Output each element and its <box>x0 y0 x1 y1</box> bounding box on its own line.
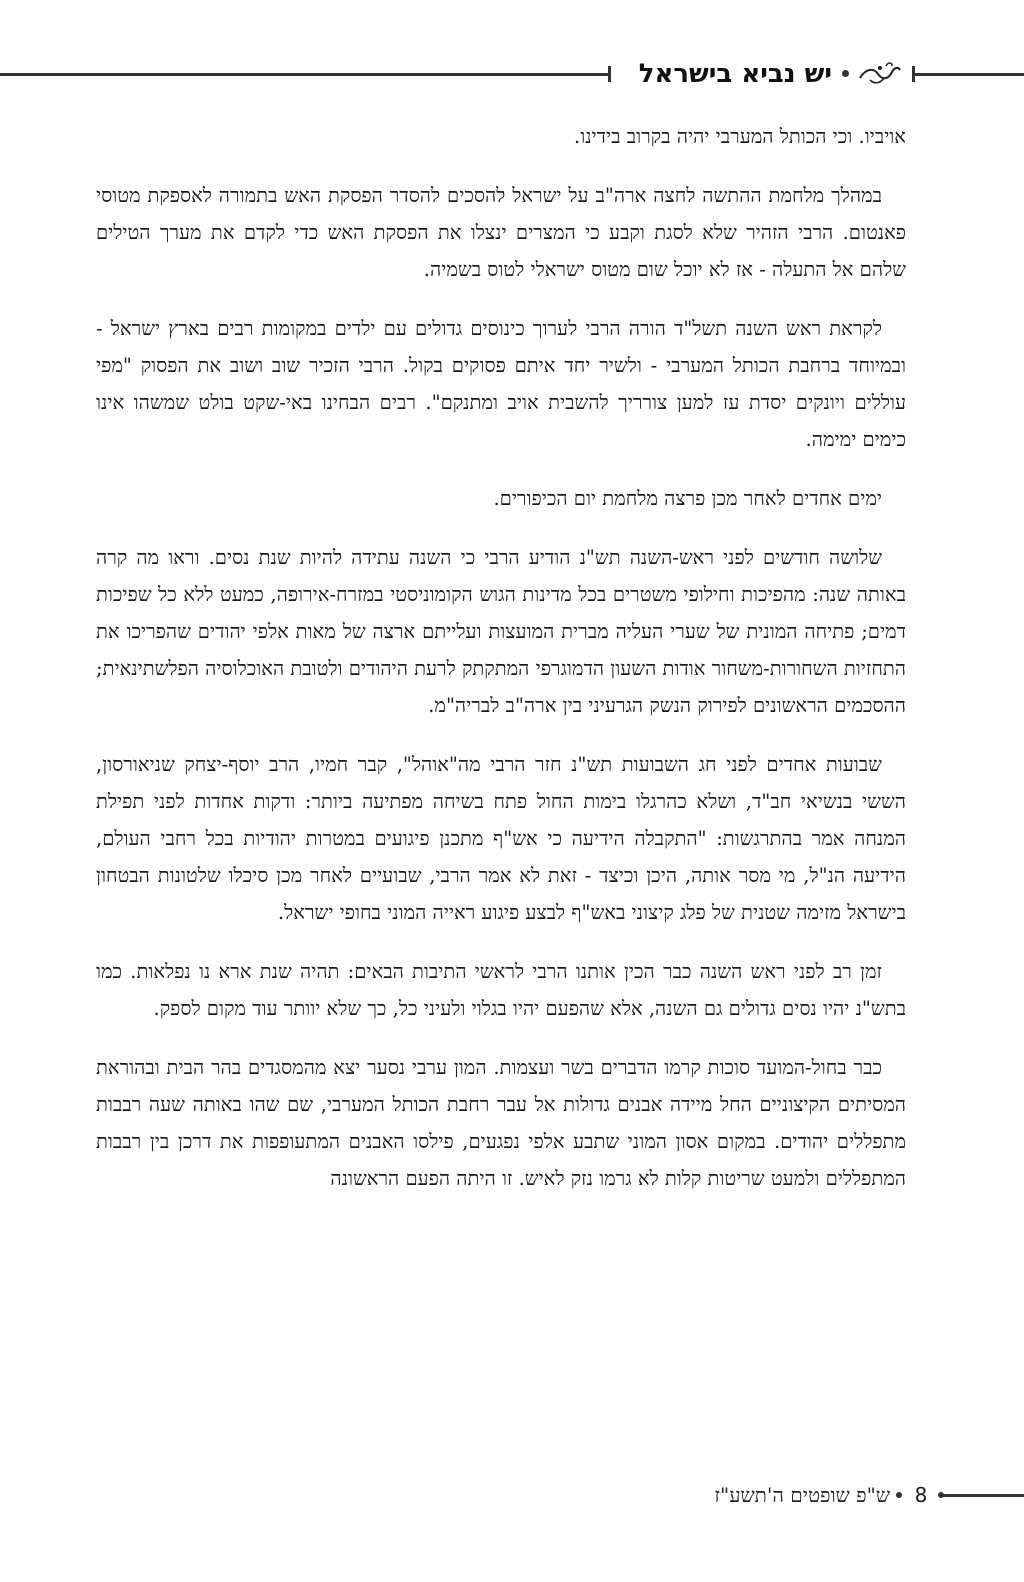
ornament-icon <box>856 60 904 88</box>
header-rule-left <box>0 73 610 76</box>
paragraph: כבר בחול-המועד סוכות קרמו הדברים בשר ועצמות. המון ערבי נסער יצא מהמסגדים בהר הבית ובהוראת המסיתים הקיצוניים החל מיידה אבנים גדולות אל עבר רחבת הכותל המערבי, שם שהו באותה שעה רבבות מתפללים יהודים. במקום אסון המוני שתבע אלפי נפגעים, פילסו האבנים המתעופפות את דרכן בין רבבות המתפללים ולמעט שריטות קלות לא גרמו נזק לאיש. זו היתה הפעם הראשונה <box>96 1056 906 1190</box>
paragraph: לקראת ראש השנה תשל"ד הורה הרבי לערוך כינוסים גדולים עם ילדים במקומות רבים בארץ ישראל - ובמיוחד ברחבת הכותל המערבי - ולשיר יחד איתם פסוקים בקול. הרבי הזכיר שוב ושוב את הפסוק "מפי עוללים ויונקים יסדת עז למען צורריך להשבית אויב ומתנקם". רבים הבחינו באי-שקט בולט שמשהו אינו כימים ימימה. <box>96 317 906 451</box>
footer-rule <box>942 1494 1024 1497</box>
paragraph: שבועות אחדים לפני חג השבועות תש"נ חזר הרבי מה"אוהל", קבר חמיו, הרב יוסף-יצחק שניאורסון, הששי בנשיאי חב"ד, ושלא כהרגלו בימות החול פתח בשיחה מפתיעה ביותר: ודקות אחדות לפני תפילת המנחה אמר בהתרגשות: "התקבלה הידיעה כי אש"ף מתכנן פיגועים במטרות יהודיות בכל רחבי העולם, הידיעה הנ"ל, מי מסר אותה, היכן וכיצד - זאת לא אמר הרבי, שבועיים לאחר מכן סיכלו שלטונות הבטחון בישראל מזימה שטנית של פלג קיצוני באש"ף לבצע פיגוע ראייה המוני בחופי ישראל. <box>96 753 906 924</box>
page-number: 8 <box>914 1483 928 1507</box>
paragraph: במהלך מלחמת ההתשה לחצה ארה"ב על ישראל להסכים להסדר הפסקת האש בתמורה לאספקת מטוסי פאנטום. הרבי הזהיר שלא לסגת וקבע כי המצרים ינצלו את הפסקת האש כדי לקדם את מערך הטילים שלהם אל התעלה - אז לא יוכל שום מטוס ישראלי לטוס בשמיה. <box>96 184 906 281</box>
header-bullet <box>842 70 849 77</box>
paragraph: שלושה חודשים לפני ראש-השנה תש"נ הודיע הרבי כי השנה עתידה להיות שנת נסים. וראו מה קרה באותה שנה: מהפיכות וחילופי משטרים בכל מדינות הגוש הקומוניסטי במזרח-אירופה, כמעט ללא כל שפיכות דמים; פתיחה המונית של שערי העליה מברית המועצות ועלייתם ארצה של מאות אלפי יהודים שהפריכו את התחזיות השחורות-משחור אודות השעון הדמוגרפי המתקתק לרעת היהודים ולטובת האוכלוסיה הפלשתינאית; ההסכמים הראשונים לפירוק הנשק הגרעיני בין ארה"ב לבריה"מ. <box>96 546 906 717</box>
article-body <box>96 118 906 1219</box>
running-title: יש נביא בישראל <box>638 59 832 89</box>
paragraph: אויביו. וכי הכותל המערבי יהיה בקרוב בידינו. <box>574 125 906 148</box>
header-rule-right <box>912 73 1024 76</box>
footer-bullet <box>896 1492 902 1498</box>
header-rule-tick-left <box>608 66 611 82</box>
page-footer <box>0 1470 1024 1520</box>
paragraph: ימים אחדים לאחר מכן פרצה מלחמת יום הכיפורים. <box>493 487 882 510</box>
footer-issue-title: ש"פ שופטים ה'תשע"ז <box>714 1483 890 1507</box>
running-header <box>0 52 1024 96</box>
paragraph: זמן רב לפני ראש השנה כבר הכין אותנו הרבי לראשי התיבות הבאים: תהיה שנת ארא נו נפלאות. כמו בתש"נ יהיו נסים גדולים גם השנה, אלא שהפעם יהיו בגלוי ולעיני כל, כך שלא יוותר עוד מקום לספק. <box>96 960 906 1020</box>
